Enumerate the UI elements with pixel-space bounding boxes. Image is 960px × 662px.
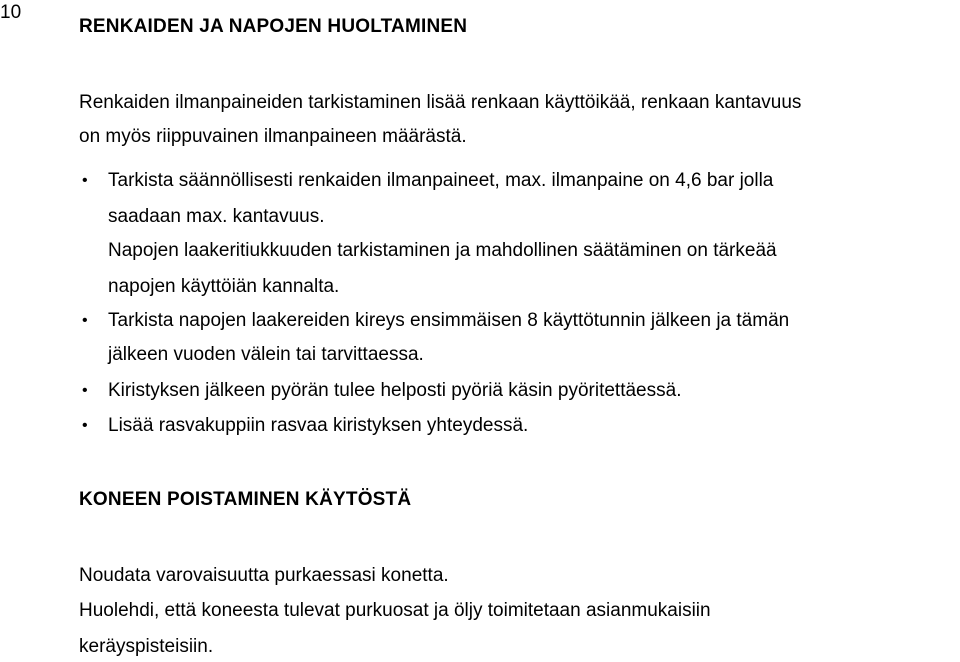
- bullet-4: Lisää rasvakuppiin rasvaa kiristyksen yhteydessä.: [108, 415, 529, 436]
- bullet-3: Kiristyksen jälkeen pyörän tulee helposti pyöriä käsin pyöritettäessä.: [108, 380, 682, 401]
- bullet-1-line-2: saadaan max. kantavuus.: [108, 206, 325, 227]
- bullet-2-line-2: jälkeen vuoden välein tai tarvittaessa.: [108, 344, 424, 365]
- paragraph-line-1: Napojen laakeritiukkuuden tarkistaminen ja mahdollinen säätäminen on tärkeää: [108, 240, 777, 261]
- decommission-line-3: keräyspisteisiin.: [79, 636, 214, 657]
- bullet-marker: •: [82, 312, 88, 329]
- bullet-2-line-1: Tarkista napojen laakereiden kireys ensimmäisen 8 käyttötunnin jälkeen ja tämän: [108, 310, 790, 331]
- bullet-marker: •: [82, 172, 88, 189]
- bullet-marker: •: [82, 417, 88, 434]
- decommission-line-2: Huolehdi, että koneesta tulevat purkuosat ja öljy toimitetaan asianmukaisiin: [79, 600, 711, 621]
- intro-line-1: Renkaiden ilmanpaineiden tarkistaminen lisää renkaan käyttöikää, renkaan kantavuus: [79, 92, 802, 113]
- bullet-marker: •: [82, 382, 88, 399]
- bullet-1-line-1: Tarkista säännöllisesti renkaiden ilmanpaineet, max. ilmanpaine on 4,6 bar jolla: [108, 170, 774, 191]
- decommission-line-1: Noudata varovaisuutta purkaessasi konetta.: [79, 565, 449, 586]
- paragraph-line-2: napojen käyttöiän kannalta.: [108, 276, 340, 297]
- section-heading-tires-hubs: RENKAIDEN JA NAPOJEN HUOLTAMINEN: [79, 16, 468, 37]
- page-number: 10: [0, 2, 22, 23]
- intro-line-2: on myös riippuvainen ilmanpaineen määrästä.: [79, 126, 467, 147]
- section-heading-decommission: KONEEN POISTAMINEN KÄYTÖSTÄ: [79, 489, 412, 510]
